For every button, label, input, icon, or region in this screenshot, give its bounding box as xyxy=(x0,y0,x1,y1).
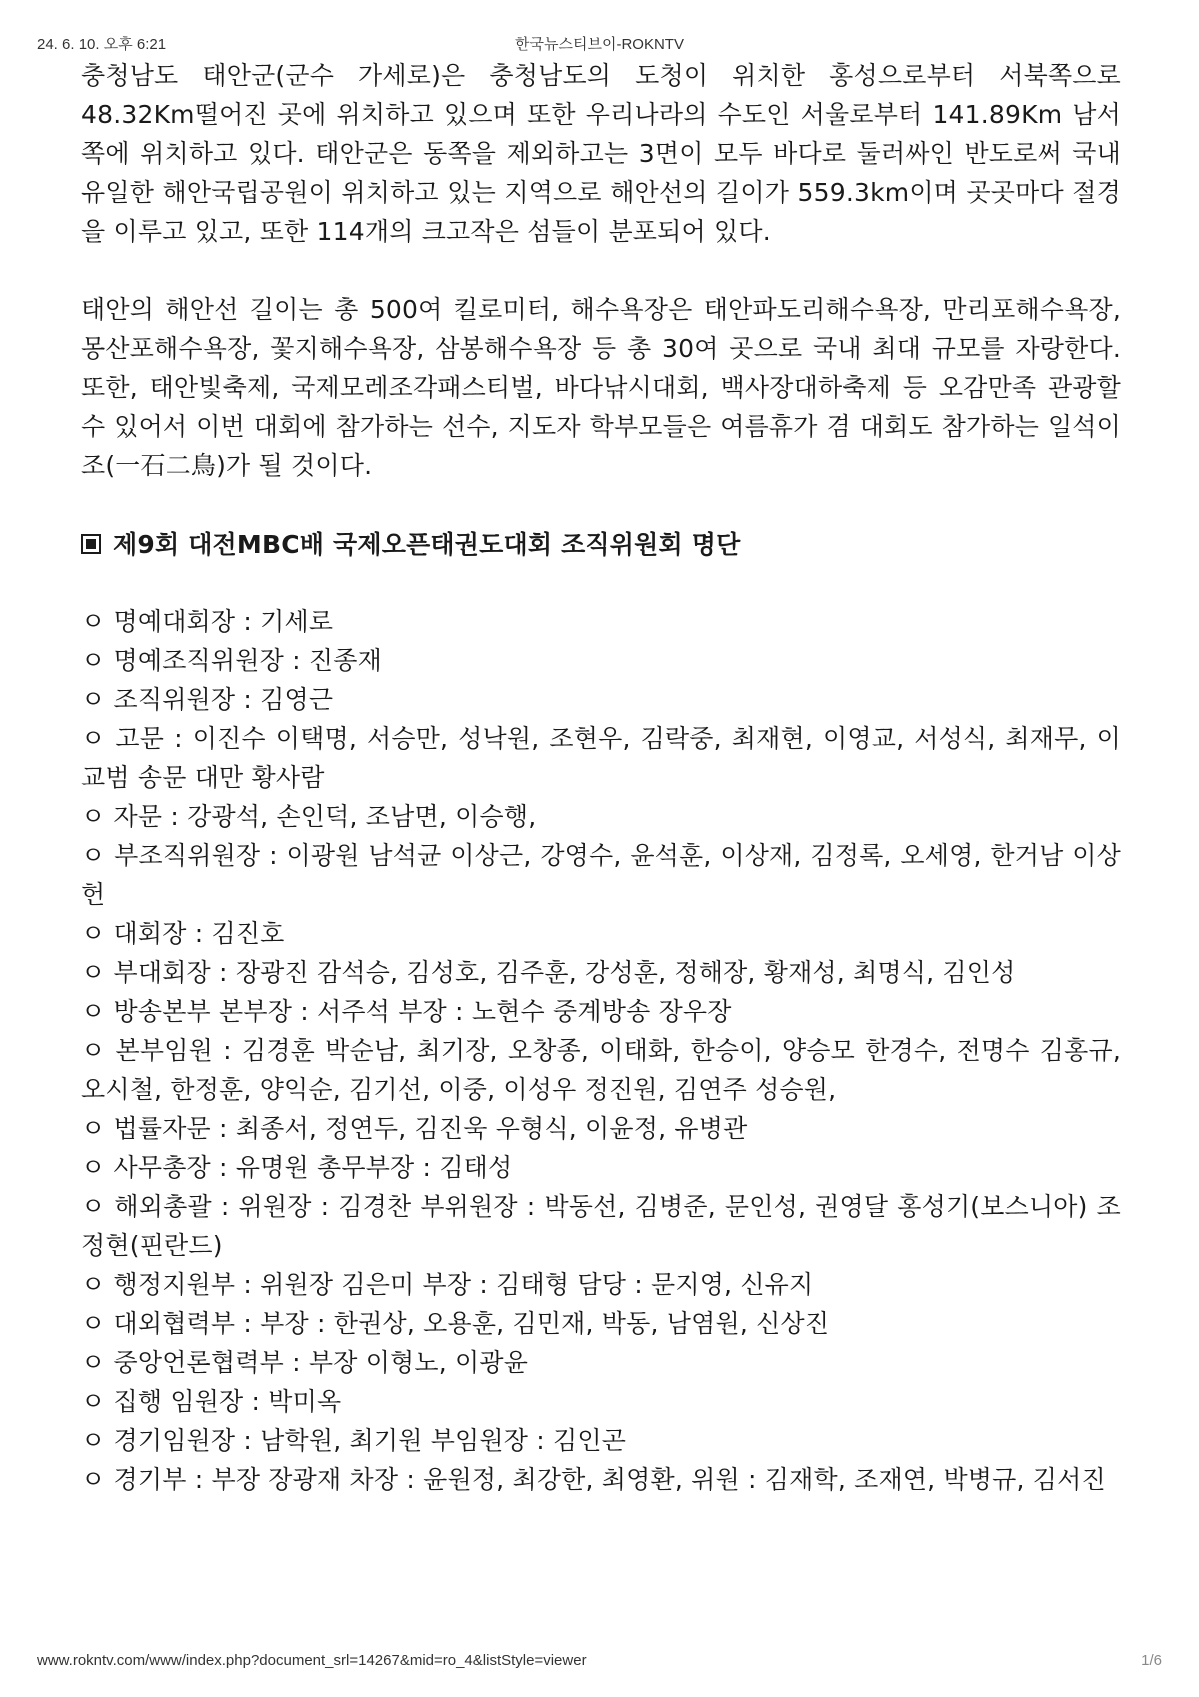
section-title-text: 제9회 대전MBC배 국제오픈태권도대회 조직위원회 명단 xyxy=(113,530,741,559)
roster-item: ㅇ 사무총장 : 유명원 총무부장 : 김태성 xyxy=(81,1153,513,1182)
roster-item: ㅇ 법률자문 : 최종서, 정연두, 김진욱 우형식, 이윤정, 유병관 xyxy=(81,1114,748,1143)
paragraph-taean-location: 충청남도 태안군(군수 가세로)은 충청남도의 도청이 위치한 홍성으로부터 서북쪽으로 48.32Km떨어진 곳에 위치하고 있으며 또한 우리나라의 수도인 서울로부터 141.89Km 남서쪽에 위치하고 있다. 태안군은 동쪽을 제외하고는 3면이 모두 바다로 둘러싸인 반도로써 국내 유일한 해안국립공원이 위치하고 있는 지역으로 해안선의 길이가 559.3km이며 곳곳마다 절경을 이루고 있고, 또한 114개의 크고작은 섬들이 분포되어 있다. xyxy=(81,61,1121,246)
committee-roster xyxy=(81,602,1121,1499)
roster-item: ㅇ 명예대회장 : 기세로 xyxy=(81,607,334,636)
print-date: 24. 6. 10. 오후 6:21 xyxy=(37,36,167,53)
roster-item: ㅇ 집행 임원장 : 박미옥 xyxy=(81,1387,342,1416)
print-header xyxy=(37,33,1162,53)
roster-item: ㅇ 본부임원 : 김경훈 박순남, 최기장, 오창종, 이태화, 한승이, 양승모 한경수, 전명수 김홍규, 오시철, 한정훈, 양익순, 김기선, 이중, 이성우 정진원, 김연주 성승원, xyxy=(81,1036,1121,1104)
roster-item: ㅇ 대회장 : 김진호 xyxy=(81,919,285,948)
roster-item: ㅇ 부조직위원장 : 이광원 남석균 이상근, 강영수, 윤석훈, 이상재, 김정록, 오세영, 한거남 이상헌 xyxy=(81,841,1121,909)
section-title xyxy=(81,525,1121,564)
square-bullet-icon xyxy=(81,534,101,554)
page-url: www.rokntv.com/www/index.php?document_srl=14267&mid=ro_4&listStyle=viewer xyxy=(37,1652,587,1669)
site-title: 한국뉴스티브이-ROKNTV xyxy=(515,36,684,53)
article-body xyxy=(81,56,1121,1499)
roster-item: ㅇ 중앙언론협력부 : 부장 이형노, 이광윤 xyxy=(81,1348,529,1377)
roster-item: ㅇ 자문 : 강광석, 손인덕, 조남면, 이승행, xyxy=(81,802,537,831)
roster-item: ㅇ 대외협력부 : 부장 : 한권상, 오용훈, 김민재, 박동, 남염원, 신상진 xyxy=(81,1309,830,1338)
roster-item: ㅇ 경기부 : 부장 장광재 차장 : 윤원정, 최강한, 최영환, 위원 : 김재학, 조재연, 박병규, 김서진 xyxy=(81,1465,1106,1494)
roster-item: ㅇ 경기임원장 : 남학원, 최기원 부임원장 : 김인곤 xyxy=(81,1426,627,1455)
page-number: 1/6 xyxy=(1141,1652,1162,1669)
roster-item: ㅇ 행정지원부 : 위원장 김은미 부장 : 김태형 담당 : 문지영, 신유지 xyxy=(81,1270,814,1299)
roster-item: ㅇ 명예조직위원장 : 진종재 xyxy=(81,646,382,675)
roster-item: ㅇ 방송본부 본부장 : 서주석 부장 : 노현수 중계방송 장우장 xyxy=(81,997,732,1026)
roster-item: ㅇ 해외총괄 : 위원장 : 김경찬 부위원장 : 박동선, 김병준, 문인성, 권영달 홍성기(보스니아) 조정현(핀란드) xyxy=(81,1192,1121,1260)
roster-item: ㅇ 조직위원장 : 김영근 xyxy=(81,685,334,714)
print-footer xyxy=(37,1652,1162,1670)
roster-item: ㅇ 고문 : 이진수 이택명, 서승만, 성낙원, 조현우, 김락중, 최재현, 이영교, 서성식, 최재무, 이교범 송문 대만 황사람 xyxy=(81,724,1121,792)
roster-item: ㅇ 부대회장 : 장광진 감석승, 김성호, 김주훈, 강성훈, 정해장, 황재성, 최명식, 김인성 xyxy=(81,958,1016,987)
paragraph-taean-beaches: 태안의 해안선 길이는 총 500여 킬로미터, 해수욕장은 태안파도리해수욕장, 만리포해수욕장, 몽산포해수욕장, 꽃지해수욕장, 삼봉해수욕장 등 총 30여 곳으로 국내 최대 규모를 자랑한다. 또한, 태안빛축제, 국제모레조각패스티벌, 바다낚시대회, 백사장대하축제 등 오감만족 관광할 수 있어서 이번 대회에 참가하는 선수, 지도자 학부모들은 여름휴가 겸 대회도 참가하는 일석이조(一石二鳥)가 될 것이다. xyxy=(81,295,1121,480)
